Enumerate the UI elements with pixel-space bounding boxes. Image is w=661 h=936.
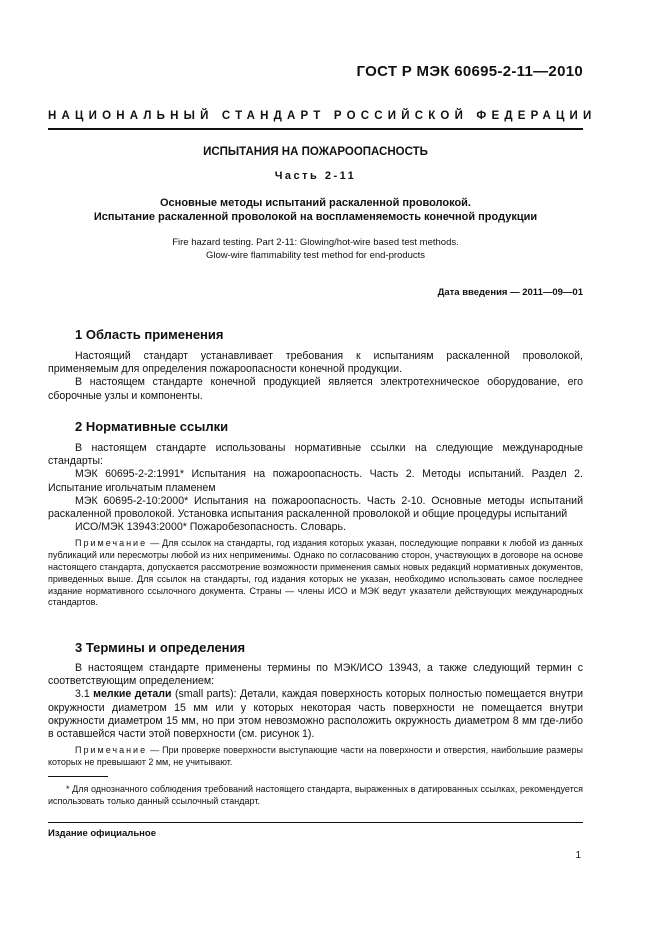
footnote-rule [48,776,108,777]
paragraph: Настоящий стандарт устанавливает требования к испытаниям раскаленной проволокой, применяемым для определения пожароопасности конечной продукции. [48,350,583,376]
doc-title: ИСПЫТАНИЯ НА ПОЖАРООПАСНОСТЬ [203,146,428,158]
national-standard-banner: НАЦИОНАЛЬНЫЙ СТАНДАРТ РОССИЙСКОЙ ФЕДЕРАЦИИ [48,110,597,122]
paragraph: МЭК 60695-2-10:2000* Испытания на пожароопасность. Часть 2-10. Основные методы испытаний раскаленной проволокой. Установка испытания раскаленной проволокой и общие процедуры испытаний [48,494,583,521]
note-label: Примечание [75,745,148,756]
paragraph: МЭК 60695-2-2:1991* Испытания на пожароопасность. Часть 2. Методы испытаний. Раздел 2. Испытание игольчатым пламенем [48,468,583,494]
section-1-heading: 1 Область применения [75,327,224,342]
standard-code: ГОСТ Р МЭК 60695-2-11—2010 [356,63,583,80]
paragraph: В настоящем стандарте применены термины по МЭК/ИСО 13943, а также следующий термин с соответствующим определением: [48,662,583,688]
term-number: 3.1 [75,688,94,701]
subtitle-ru-line1: Основные методы испытаний раскаленной проволокой. [160,197,471,209]
paragraph: ИСО/МЭК 13943:2000* Пожаробезопасность. Словарь. [75,521,347,534]
section-3-body [48,662,583,769]
term-definition [48,688,583,741]
page-number: 1 [575,850,581,861]
note [48,745,583,769]
header-rule [48,128,583,130]
doc-part: Часть 2-11 [274,170,357,182]
subtitle-en-line2: Glow-wire flammability test method for end-products [205,250,426,261]
footnote [48,783,583,807]
section-2-body [48,442,583,609]
doc-subtitle-ru [48,197,583,224]
subtitle-ru-line2: Испытание раскаленной проволокой на воспламеняемость конечной продукции [93,210,538,223]
section-3-heading: 3 Термины и определения [75,640,246,655]
section-1-body [48,350,583,403]
section-2-heading: 2 Нормативные ссылки [75,419,229,434]
note-label: Примечание [75,538,148,549]
edition-label: Издание официальное [48,828,156,839]
note [48,538,583,609]
note-text: — Для ссылок на стандарты, год издания которых указан, последующие поправки к любой из данных публикаций или пересмотры любой из них неприменимы. Однако по согласованию сторон, участвующих в договоре на основе настоящего стандарта, допускается рассмотрение возможности применения самых новых редакций нормативных документов, приведенных выше. Для ссылок на стандарты, год издания которых не указан, необходимо использовать самое последнее издание нормативного ссылочного документа. Страны — члены ИСО и МЭК ведут указатели действующих международных стандартов. [48,538,583,608]
subtitle-en-line1: Fire hazard testing. Part 2-11: Glowing/hot-wire based test methods. [172,237,459,248]
term-text: (small parts): Детали, каждая поверхность которых полностью помещается внутри окружности диаметром 15 мм или у которых некоторая часть поверхности не помещается внутри окружности диаметром 15 мм, но при этом невозможно расположить окружность диаметром 8 мм где-либо в оставшейся части этой поверхности (см. рисунок 1). [48,688,583,741]
paragraph: В настоящем стандарте использованы нормативные ссылки на следующие международные стандарты: [48,442,583,468]
effective-date: Дата введения — 2011—09—01 [437,287,583,298]
paragraph: В настоящем стандарте конечной продукцией является электротехническое оборудование, его сборочные узлы и компоненты. [48,376,583,402]
doc-subtitle-en [48,236,583,262]
footnote-text: * Для однозначного соблюдения требований настоящего стандарта, выраженных в датированных ссылках, рекомендуется использовать только данный ссылочный стандарт. [48,784,583,806]
note-text: — При проверке поверхности выступающие части на поверхности и отверстия, наибольшие размеры которых не превышают 2 мм, не учитывают. [48,745,583,768]
term: мелкие детали [93,688,172,701]
footer-rule [48,822,583,823]
